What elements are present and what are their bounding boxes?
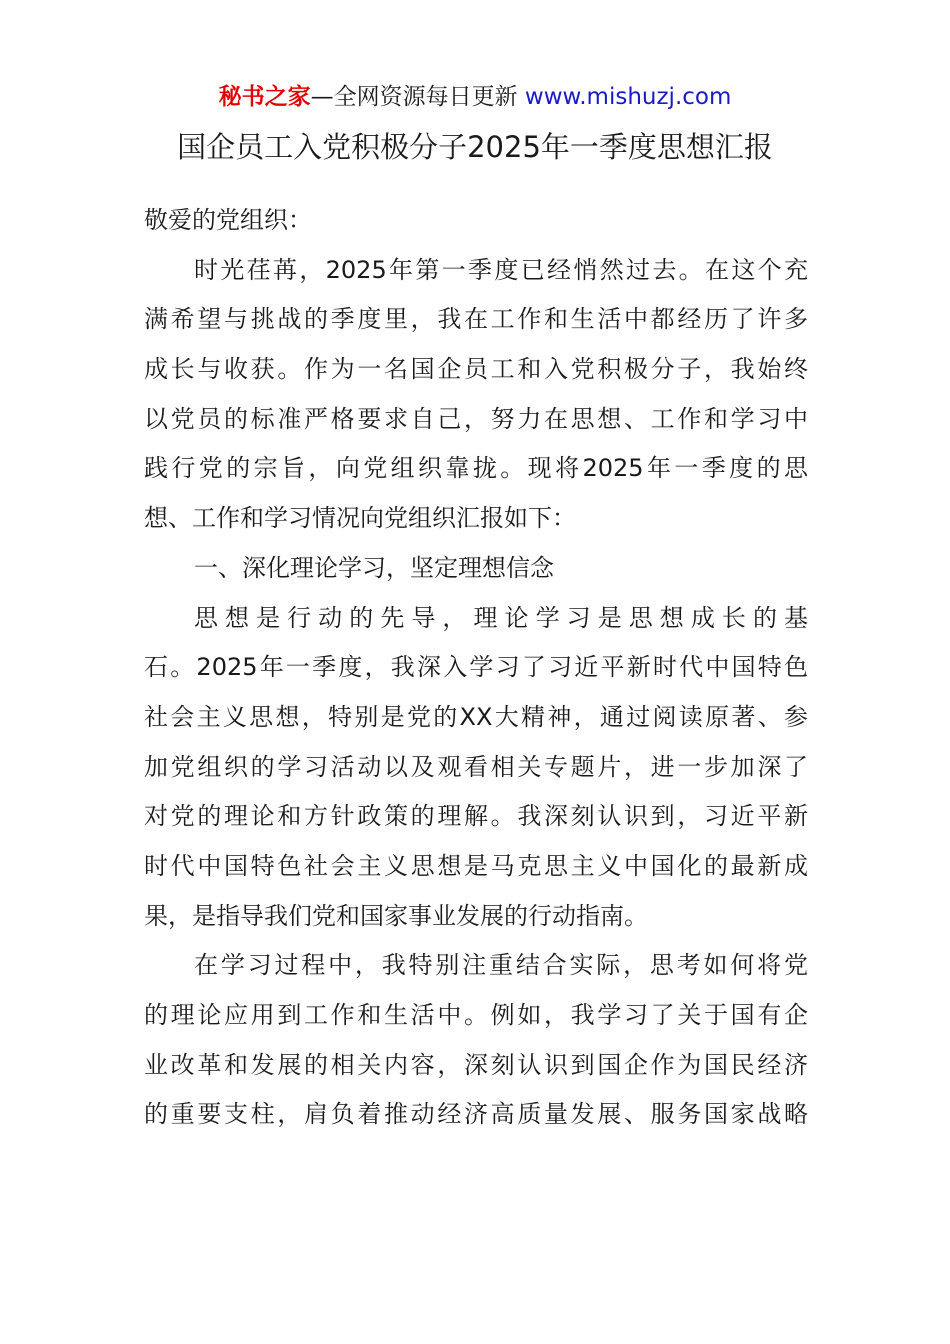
brand-name: 秘书之家	[218, 84, 311, 110]
section-heading: 一、深化理论学习，坚定理想信念	[194, 553, 554, 582]
paragraph-line: 社会主义思想，特别是党的XX大精神，通过阅读原著、参	[144, 702, 808, 731]
paragraph-line: 时代中国特色社会主义思想是马克思主义中国化的最新成	[144, 851, 808, 880]
document-body	[144, 196, 808, 1140]
site-header	[0, 82, 950, 112]
site-url[interactable]: www.mishuzj.com	[524, 84, 732, 110]
paragraph-line: 果，是指导我们党和国家事业发展的行动指南。	[144, 901, 648, 930]
paragraph-line: 加党组织的学习活动以及观看相关专题片，进一步加深了	[144, 752, 808, 781]
paragraph-line: 的重要支柱，肩负着推动经济高质量发展、服务国家战略	[144, 1100, 808, 1129]
paragraph-line: 业改革和发展的相关内容，深刻认识到国企作为国民经济	[144, 1050, 808, 1079]
paragraph-line: 在学习过程中，我特别注重结合实际，思考如何将党	[194, 951, 808, 980]
salutation: 敬爱的党组织：	[144, 206, 312, 234]
paragraph-line: 时光荏苒，2025年第一季度已经悄然过去。在这个充	[194, 255, 808, 284]
paragraph-line: 满希望与挑战的季度里，我在工作和生活中都经历了许多	[144, 305, 808, 334]
paragraph-line: 想、工作和学习情况向党组织汇报如下：	[144, 504, 576, 533]
paragraph-line: 成长与收获。作为一名国企员工和入党积极分子，我始终	[144, 355, 808, 384]
paragraph-line: 思想是行动的先导，理论学习是思想成长的基	[194, 603, 808, 632]
paragraph-line: 以党员的标准严格要求自己，努力在思想、工作和学习中	[144, 404, 808, 433]
paragraph-line: 石。2025年一季度，我深入学习了习近平新时代中国特色	[144, 653, 808, 682]
paragraph-line: 对党的理论和方针政策的理解。我深刻认识到，习近平新	[144, 802, 808, 831]
paragraph-line: 的理论应用到工作和生活中。例如，我学习了关于国有企	[144, 1001, 808, 1029]
document-title: 国企员工入党积极分子2025年一季度思想汇报	[177, 130, 773, 164]
header-tagline: —全网资源每日更新	[310, 84, 525, 110]
paragraph-line: 践行党的宗旨，向党组织靠拢。现将2025年一季度的思	[144, 454, 808, 483]
